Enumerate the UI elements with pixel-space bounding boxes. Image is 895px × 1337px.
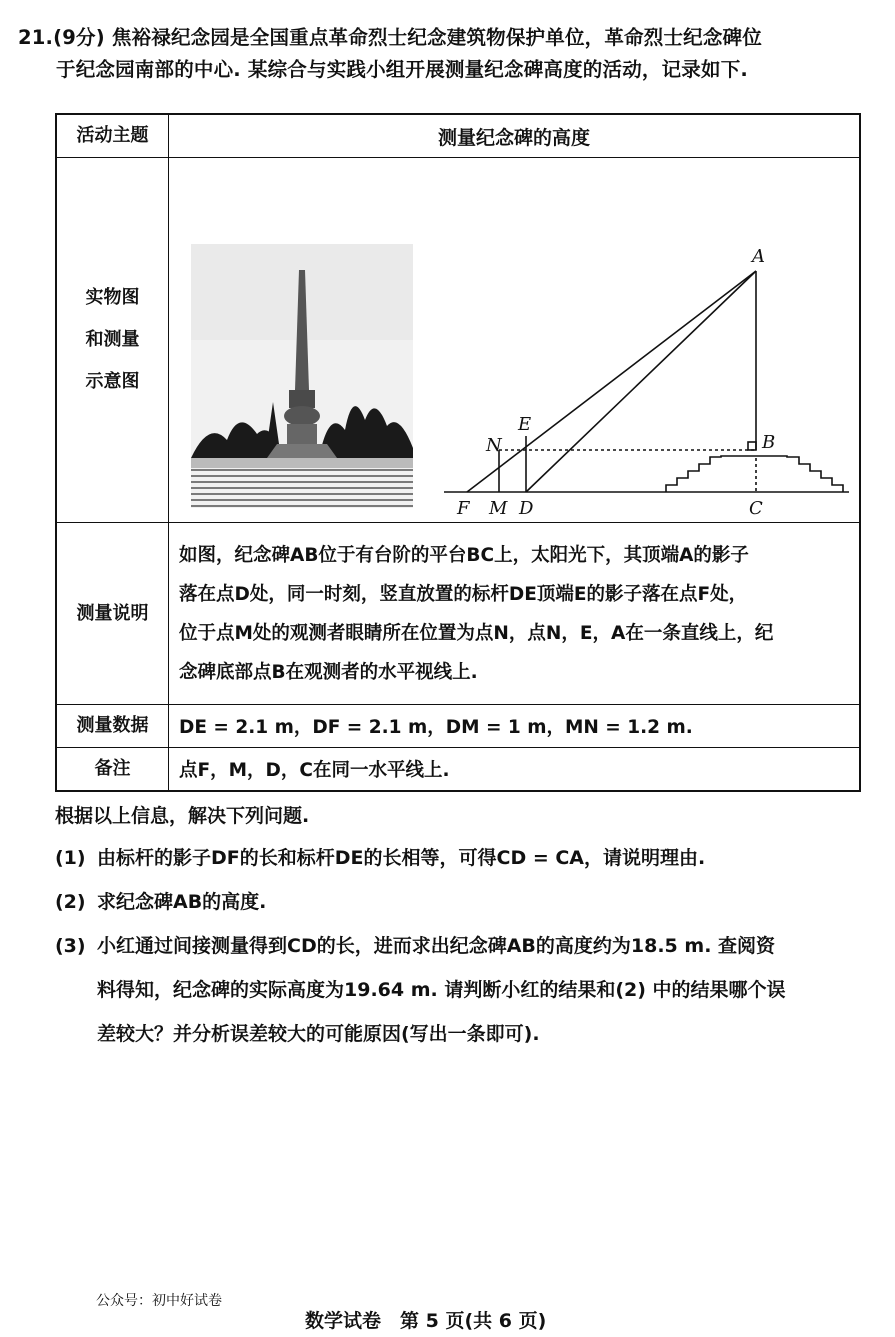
table-row-theme — [56, 114, 860, 158]
intro-line-1: 焦裕禄纪念园是全国重点革命烈士纪念建筑物保护单位，革命烈士纪念碑位 — [111, 26, 762, 49]
right-angle-mark — [748, 442, 756, 450]
description-line-1: 如图，纪念碑AB位于有台阶的平台BC上，太阳光下，其顶端A的影子 — [179, 544, 749, 566]
subquestion-3-line-3: 差较大？并分析误差较大的可能原因(写出一条即可). — [97, 1023, 540, 1045]
label-c: C — [749, 498, 763, 518]
subquestion-1-text: 由标杆的影子DF的长和标杆DE的长相等，可得CD = CA，请说明理由. — [97, 847, 706, 869]
subquestion-3-number: (3) — [55, 935, 86, 957]
question-points: (9分) — [53, 26, 105, 49]
description-line-3: 位于点M处的观测者眼睛所在位置为点N，点N，E，A在一条直线上，纪 — [179, 622, 774, 644]
figures-cell — [169, 158, 861, 523]
label-note: 备注 — [56, 748, 169, 792]
line-a-d — [526, 271, 756, 492]
question-number: 21. — [18, 26, 54, 49]
label-d: D — [519, 498, 534, 518]
label-data: 测量数据 — [56, 705, 169, 748]
table-row-figures — [56, 158, 860, 523]
description-cell — [169, 523, 861, 705]
table-row-description — [56, 523, 860, 705]
label-m: M — [489, 498, 508, 518]
subquestion-2-text: 求纪念碑AB的高度. — [97, 891, 267, 913]
label-description: 测量说明 — [56, 523, 169, 705]
geometry-diagram — [444, 271, 849, 492]
table-row-note — [56, 748, 860, 792]
description-line-4: 念碑底部点B在观测者的水平视线上. — [179, 661, 478, 683]
subquestion-2 — [55, 880, 865, 924]
intro-line-2: 于纪念园南部的中心. 某综合与实践小组开展测量纪念碑高度的活动，记录如下. — [56, 58, 749, 81]
table-row-data — [56, 705, 860, 748]
monument-photo — [191, 244, 413, 508]
subquestion-3 — [55, 924, 865, 1056]
description-line-2: 落在点D处，同一时刻，竖直放置的标杆DE顶端E的影子落在点F处， — [179, 583, 748, 605]
label-figures-line-3: 示意图 — [85, 371, 140, 392]
label-a: A — [752, 246, 765, 267]
subquestion-1 — [55, 836, 865, 880]
footer-source: 公众号：初中好试卷 — [96, 1293, 222, 1309]
lead-text: 根据以上信息，解决下列问题. — [55, 805, 310, 827]
subquestion-1-number: (1) — [55, 847, 86, 869]
label-figures-line-2: 和测量 — [85, 329, 140, 350]
subquestion-3-line-1: 小红通过间接测量得到CD的长，进而求出纪念碑AB的高度约为18.5 m. 查阅资 — [97, 935, 776, 957]
page-footer: 数学试卷 第 5 页(共 6 页) — [305, 1310, 547, 1332]
figures-wrap — [169, 158, 859, 522]
note-value: 点F，M，D，C在同一水平线上. — [169, 748, 861, 792]
label-figures-line-1: 实物图 — [85, 287, 140, 308]
label-e: E — [518, 414, 532, 435]
activity-table — [55, 113, 861, 792]
label-n: N — [486, 435, 502, 456]
measurement-data: DE = 2.1 m，DF = 2.1 m，DM = 1 m，MN = 1.2 m. — [169, 705, 861, 748]
label-theme: 活动主题 — [56, 114, 169, 158]
label-f: F — [457, 498, 470, 518]
value-theme: 测量纪念碑的高度 — [169, 114, 861, 158]
label-figures — [56, 158, 169, 523]
label-b: B — [762, 432, 776, 453]
diagram-labels — [456, 246, 775, 518]
question-intro — [18, 22, 880, 86]
platform-steps — [666, 456, 843, 492]
line-a-f — [467, 271, 756, 492]
subquestion-2-number: (2) — [55, 891, 86, 913]
subquestion-3-line-2: 料得知，纪念碑的实际高度为19.64 m. 请判断小红的结果和(2) 中的结果哪个误 — [97, 979, 786, 1001]
figures-svg — [169, 158, 859, 518]
